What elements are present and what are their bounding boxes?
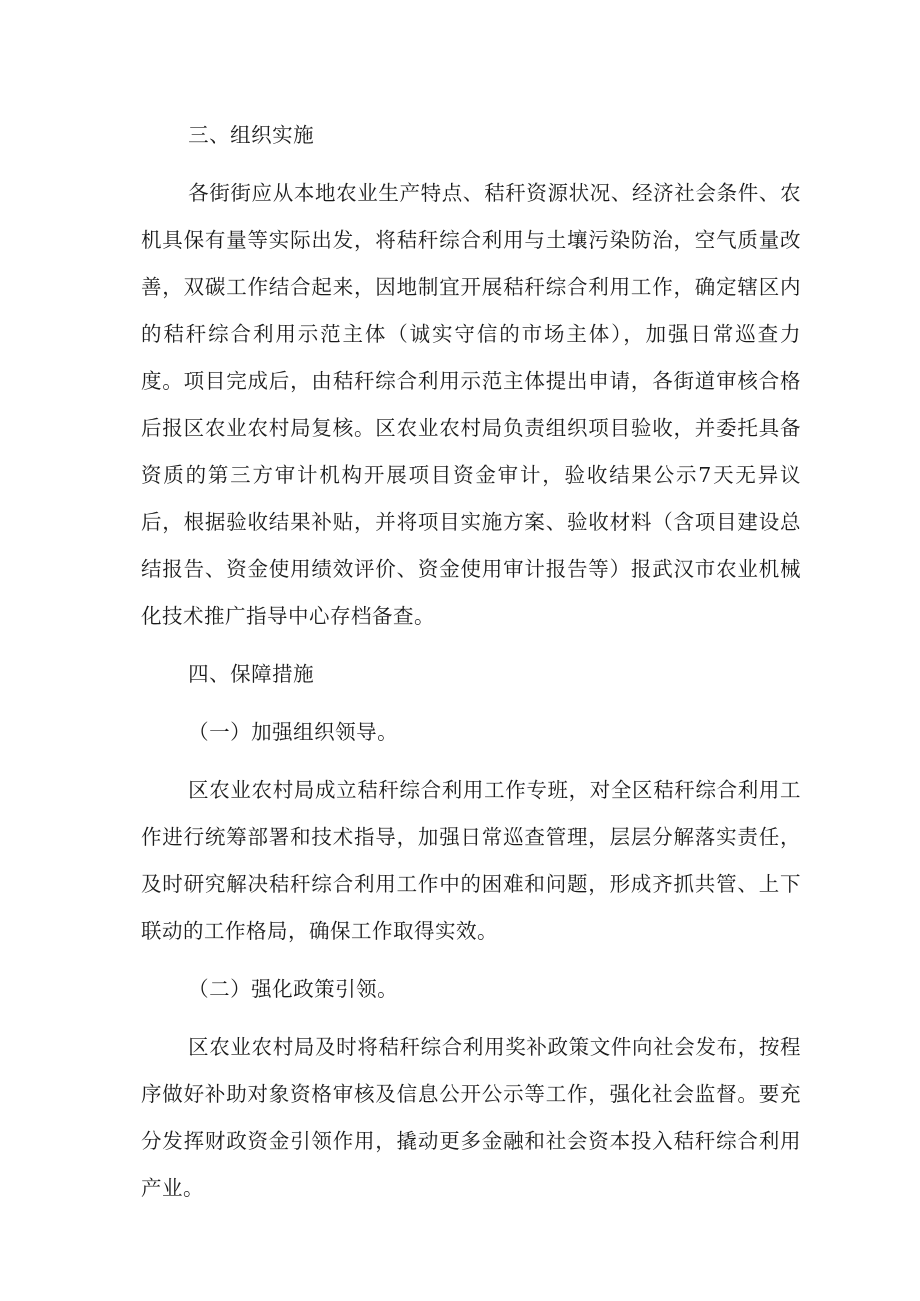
section-heading-organize: 三、组织实施	[188, 123, 315, 147]
paragraph-leadership: 区农业农村局成立秸秆综合利用工作专班，对全区秸秆综合利用工作进行统筹部署和技术指导，加强日常巡查管理，层层分解落实责任，及时研究解决秸秆综合利用工作中的困难和问题，形成齐抓共管、上下联动的工作格局，确保工作取得实效。	[141, 778, 801, 943]
document-body	[141, 112, 801, 1223]
paragraph-organize: 各街街应从本地农业生产特点、秸秆资源状况、经济社会条件、农机具保有量等实际出发，将秸秆综合利用与土壤污染防治，空气质量改善，双碳工作结合起来，因地制宜开展秸秆综合利用工作，确定辖区内的秸秆综合利用示范主体（诚实守信的市场主体），加强日常巡查力度。项目完成后，由秸秆综合利用示范主体提出申请，各街道审核合格后报区农业农村局复核。区农业农村局负责组织项目验收，并委托具备资质的第三方审计机构开展项目资金审计，验收结果公示7天无异议后，根据验收结果补贴，并将项目实施方案、验收材料（含项目建设总结报告、资金使用绩效评价、资金使用审计报告等）报武汉市农业机械化技术推广指导中心存档备查。	[141, 181, 801, 628]
subheading-leadership: （一）加强组织领导。	[188, 720, 399, 744]
section-heading-safeguard: 四、保障措施	[188, 662, 315, 686]
paragraph-policy: 区农业农村局及时将秸秆综合利用奖补政策文件向社会发布，按程序做好补助对象资格审核及信息公开公示等工作，强化社会监督。要充分发挥财政资金引领作用，撬动更多金融和社会资本投入秸秆综合利用产业。	[141, 1035, 801, 1200]
subheading-policy: （二）强化政策引领。	[188, 977, 399, 1001]
